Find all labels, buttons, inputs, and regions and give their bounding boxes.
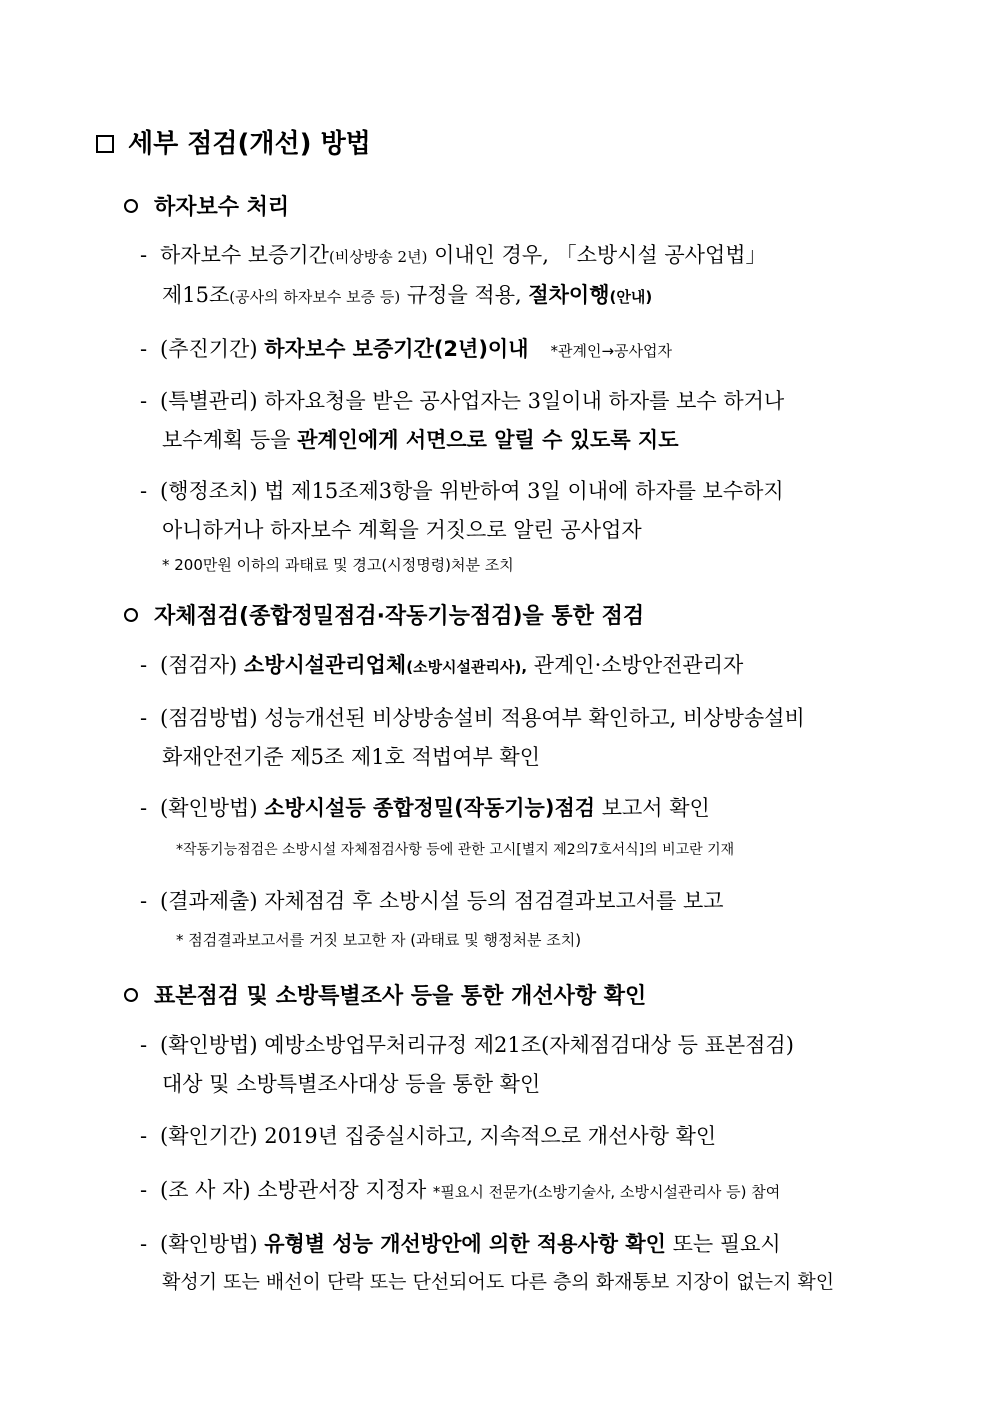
circle-bullet-icon xyxy=(124,608,138,622)
footnote: *작동기능점검은 소방시설 자체점검사항 등에 관한 고시[별지 제2의7호서식]의 비고란 기재 xyxy=(176,842,735,858)
list-item: - (특별관리) 하자요청을 받은 공사업자는 3일이내 하자를 보수 하거나 xyxy=(140,389,785,413)
footnote: * 200만원 이하의 과태료 및 경고(시정명령)처분 조치 xyxy=(162,556,514,574)
list-item: - (추진기간) 하자보수 보증기간(2년)이내 *관계인→공사업자 xyxy=(140,337,672,361)
dash-bullet: - xyxy=(140,243,148,267)
dash-bullet: - xyxy=(140,653,148,677)
section-heading: 표본점검 및 소방특별조사 등을 통한 개선사항 확인 xyxy=(124,984,646,1009)
page-title: 세부 점검(개선) 방법 xyxy=(96,130,371,160)
section-heading: 하자보수 처리 xyxy=(124,195,289,220)
dash-bullet: - xyxy=(140,1033,148,1057)
list-item-continuation: 확성기 또는 배선이 단락 또는 단선되어도 다른 층의 화재통보 지장이 없는지 확인 xyxy=(162,1271,835,1293)
dash-bullet: - xyxy=(140,1232,148,1256)
dash-bullet: - xyxy=(140,337,148,361)
list-item-continuation: 화재안전기준 제5조 제1호 적법여부 확인 xyxy=(162,745,540,769)
dash-bullet: - xyxy=(140,389,148,413)
list-item: - (조 사 자) 소방관서장 지정자 *필요시 전문가(소방기술사, 소방시설관리사 등) 참여 xyxy=(140,1178,781,1202)
list-item: - (점검자) 소방시설관리업체(소방시설관리사), 관계인·소방안전관리자 xyxy=(140,653,744,677)
list-item: - (확인방법) 예방소방업무처리규정 제21조(자체점검대상 등 표본점검) xyxy=(140,1033,794,1057)
list-item: - (확인기간) 2019년 집중실시하고, 지속적으로 개선사항 확인 xyxy=(140,1124,717,1148)
dash-bullet: - xyxy=(140,796,148,820)
dash-bullet: - xyxy=(140,1124,148,1148)
list-item: - (행정조치) 법 제15조제3항을 위반하여 3일 이내에 하자를 보수하지 xyxy=(140,479,784,503)
circle-bullet-icon xyxy=(124,988,138,1002)
dash-bullet: - xyxy=(140,1178,148,1202)
list-item-continuation: 제15조(공사의 하자보수 보증 등) 규정을 적용, 절차이행(안내) xyxy=(162,283,653,307)
list-item: - 하자보수 보증기간(비상방송 2년) 이내인 경우, 「소방시설 공사업법」 xyxy=(140,243,767,267)
circle-bullet-icon xyxy=(124,199,138,213)
list-item-continuation: 대상 및 소방특별조사대상 등을 통한 확인 xyxy=(162,1072,541,1096)
checkbox-square-icon xyxy=(96,135,114,153)
list-item-continuation: 아니하거나 하자보수 계획을 거짓으로 알린 공사업자 xyxy=(162,518,642,542)
dash-bullet: - xyxy=(140,889,148,913)
section-heading: 자체점검(종합정밀점검·작동기능점검)을 통한 점검 xyxy=(124,604,644,629)
list-item: - (점검방법) 성능개선된 비상방송설비 적용여부 확인하고, 비상방송설비 xyxy=(140,706,805,730)
list-item: - (확인방법) 소방시설등 종합정밀(작동기능)점검 보고서 확인 xyxy=(140,796,710,820)
list-item: - (결과제출) 자체점검 후 소방시설 등의 점검결과보고서를 보고 xyxy=(140,889,724,913)
list-item-continuation: 보수계획 등을 관계인에게 서면으로 알릴 수 있도록 지도 xyxy=(162,428,679,452)
footnote: * 점검결과보고서를 거짓 보고한 자 (과태료 및 행정처분 조치) xyxy=(176,931,582,949)
dash-bullet: - xyxy=(140,706,148,730)
dash-bullet: - xyxy=(140,479,148,503)
list-item: - (확인방법) 유형별 성능 개선방안에 의한 적용사항 확인 또는 필요시 xyxy=(140,1232,781,1256)
